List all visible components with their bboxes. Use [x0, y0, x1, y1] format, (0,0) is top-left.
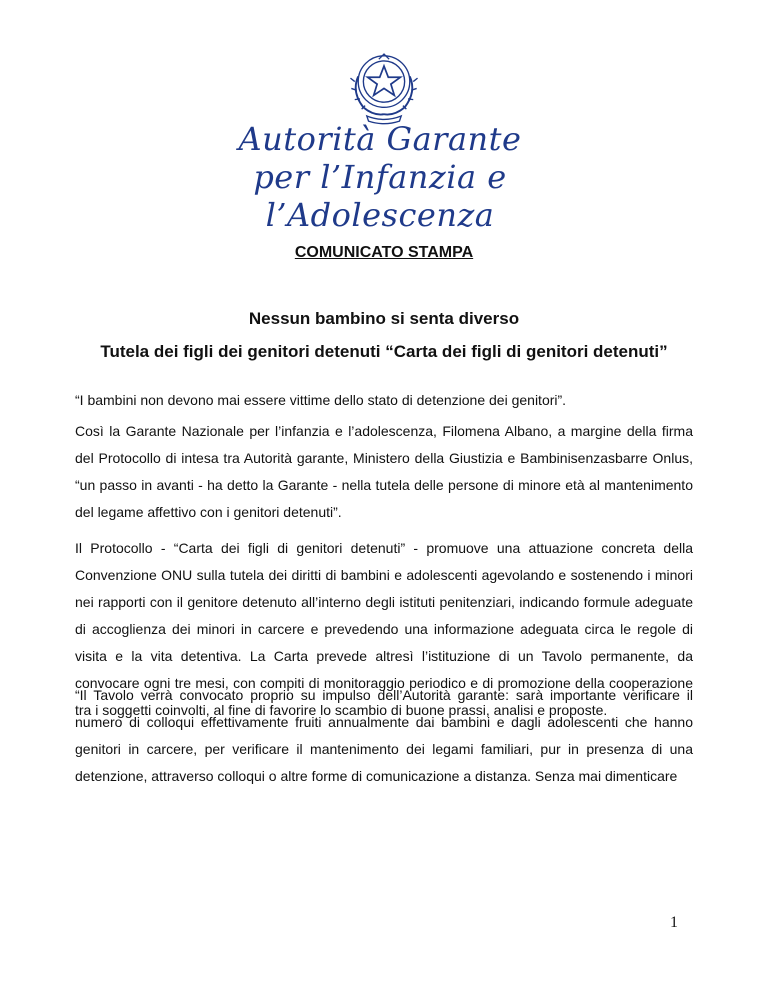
body-paragraph-2: Così la Garante Nazionale per l’infanzia e l’adolescenza, Filomena Albano, a margine della firma del Protocollo di intesa tra Autorità garante, Ministero della Giustizia e Bambinisenzasbarre Onlus, “un passo in avanti - ha detto la Garante - nella tutela delle persone di minore età al mantenimento del legame affettivo con i genitori detenuti”. — [75, 423, 693, 520]
body-paragraph-1: “I bambini non devono mai essere vittime dello stato di detenzione dei genitori”. — [75, 392, 567, 408]
press-release-title: Nessun bambino si senta diverso — [248, 309, 520, 328]
logo-title-line2: per l’Infanzia e l’Adolescenza — [253, 158, 507, 234]
page-number: 1 — [670, 914, 678, 931]
body-paragraph-3: Il Protocollo - “Carta dei figli di genitori detenuti” - promuove una attuazione concreta della Convenzione ONU sulla tutela dei diritti di bambini e adolescenti agevolando e sostenendo i minori nei rapporti con il genitore detenuto all’interno degli istituti penitenziari, indicando formule adeguate di accoglienza dei minori in carcere e prevedendo una informazione adeguata circa le regole di visita e la vita detentiva. La Carta prevede altresì l’istituzione di un Tavolo permanente, da convocare ogni tre mesi, con compiti di monitoraggio periodico e di promozione della cooperazione tra i soggetti coinvolti, al fine di favorire lo scambio di buone prassi, analisi e proposte. — [75, 540, 693, 718]
logo-title-line1: Autorità Garante — [238, 120, 522, 158]
italian-republic-emblem-icon — [341, 42, 427, 128]
body-paragraph-4: “Il Tavolo verrà convocato proprio su impulso dell’Autorità garante: sarà importante verificare il numero di colloqui effettivamente fruiti annualmente dai bambini e dagli adolescenti che hanno genitori in carcere, per verificare il mantenimento dei legami familiari, pur in presenza di una detenzione, attraverso colloqui o altre forme di comunicazione a distanza. Senza mai dimenticare — [75, 687, 693, 784]
press-release-subtitle: Tutela dei figli dei genitori detenuti “Carta dei figli di genitori detenuti” — [100, 342, 668, 361]
document-type-heading: COMUNICATO STAMPA — [294, 244, 474, 261]
